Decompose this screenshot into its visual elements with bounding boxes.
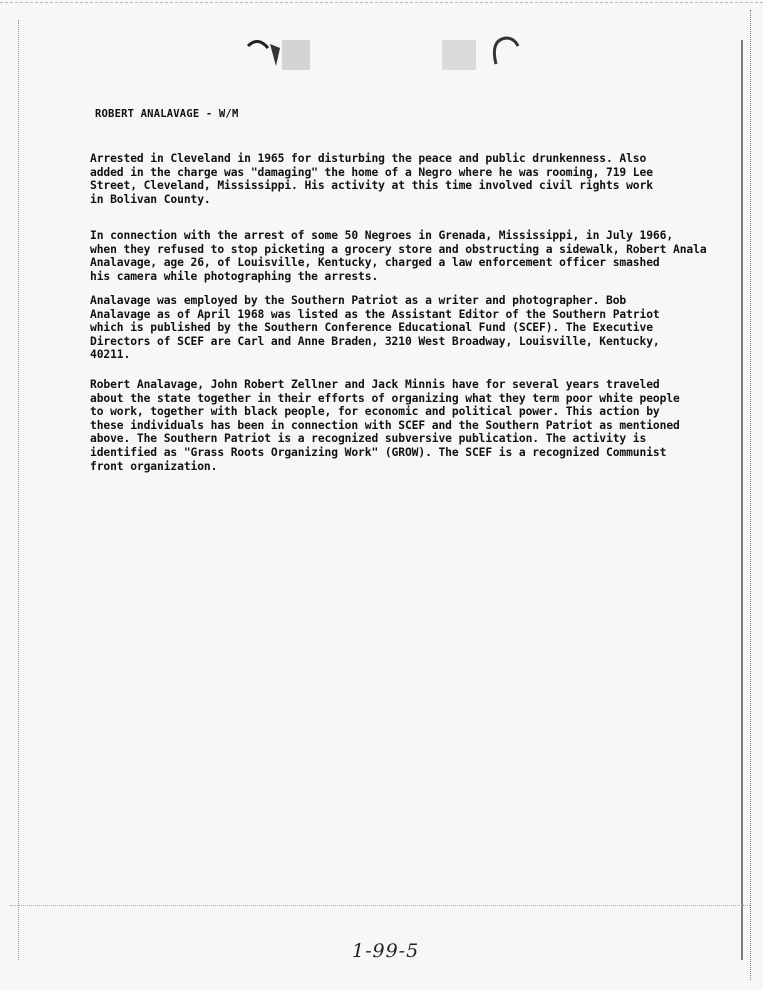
scan-edge-bottom bbox=[10, 905, 750, 907]
paragraph-grenada-arrest: In connection with the arrest of some 50 Negroes in Grenada, Mississippi, in July 1966, when they refused to stop picketing a grocery store and obstructing a sidewalk, Robert Anala Analavage, age 26, of Louisville, Kentucky, charged a law enforcement officer smashed his camera while photographing the arrests. bbox=[90, 229, 707, 283]
paragraph-southern-patriot: Analavage was employed by the Southern Patriot as a writer and photographer. Bob Analavage as of April 1968 was listed as the Assistant Editor of the Southern Patriot which is published by the Southern Conference Educational Fund (SCEF). The Executive Directors of SCEF are Carl and Anne Braden, 3210 West Broadway, Louisville, Kentucky, 40211. bbox=[90, 294, 660, 362]
scan-edge-right-outer bbox=[750, 10, 752, 980]
paragraph-organizing-activity: Robert Analavage, John Robert Zellner and Jack Minnis have for several years traveled about the state together in their efforts of organizing what they term poor white people to work, together with black people, for economic and political power. This action by these individuals has been in connection with SCEF and the Southern Patriot as mentioned above. The Southern Patriot is a recognized subversive publication. The activity is identified as "Grass Roots Organizing Work" (GROW). The SCEF is a recognized Communist front organization. bbox=[90, 378, 680, 473]
paragraph-arrest-cleveland: Arrested in Cleveland in 1965 for disturbing the peace and public drunkenness. Also added in the charge was "damaging" the home of a Negro where he was rooming, 719 Lee Street, Cleveland, Mississippi. His activity at this time involved civil rights work in Bolivan County. bbox=[90, 152, 653, 206]
punch-hole-right-icon bbox=[440, 34, 530, 74]
scan-edge-top bbox=[0, 2, 763, 4]
page-number: 1-99-5 bbox=[352, 940, 420, 962]
scan-edge-right bbox=[741, 40, 743, 960]
punch-hole-left-icon bbox=[240, 34, 320, 74]
document-heading: ROBERT ANALAVAGE - W/M bbox=[95, 108, 239, 120]
scan-edge-left bbox=[18, 20, 20, 960]
